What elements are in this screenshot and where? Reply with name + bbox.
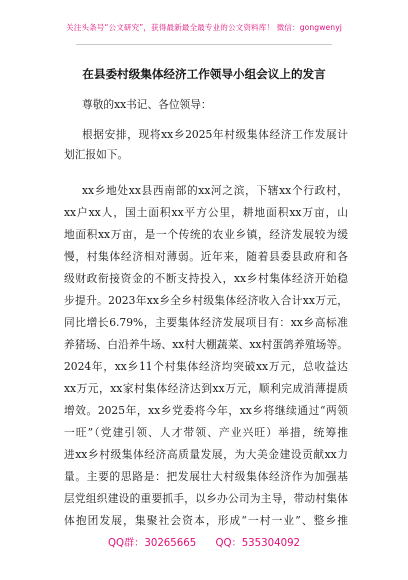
paragraph-line: xx乡地处xx县西南部的xx河之滨，下辖xx个行政村， [82,184,348,197]
document-title: 在县委村级集体经济工作领导小组会议上的发言 [82,67,326,81]
header-banner: 关注头条号“公文研究”，获得最新最全最专业的公文资料库！ 微信：gongwenyj [66,23,342,32]
paragraph-line: 步提升。2023年xx乡全乡村级集体经济收入合计xx万元， [64,294,348,307]
paragraph-line: 同比增长6.79%，主要集体经济发展项目有：xx乡高标准 [64,316,348,329]
paragraph-line: xx万元，xx家村集体经济达到xx万元，顺利完成消薄提质 [64,382,348,395]
paragraph-line: 体抱团发展，集聚社会资本，形成“一村一业”、整乡推 [64,514,348,527]
paragraph-line: 划汇报如下。 [64,148,129,161]
paragraph-line: 地面积xx万亩，是一个传统的农业乡镇，经济发展较为缓 [64,228,348,241]
paragraph-line: 层党组织建设的重要抓手，以乡办公司为主导，带动村集体 [64,492,348,505]
footer-contact [0,534,408,549]
paragraph-line: 增效。2025年，xx乡党委将今年，xx乡将继续通过“两领 [64,404,348,417]
header-divider [76,44,332,45]
footer-qq-group: QQ群：30265665 [107,538,197,549]
footer-qq: QQ：535304092 [215,538,301,549]
paragraph-line: 进xx乡村级集体经济高质量发展，为大美金建设贡献xx力 [64,448,348,461]
paragraph-line: 级财政衔接资金的不断支持投入，xx乡村集体经济开始稳 [64,272,348,285]
paragraph-line: 慢，村集体经济相对薄弱。近年来，随着县委县政府和各 [64,250,348,263]
paragraph-line: 养猪场、白沿养牛场、xx村大棚蔬菜、xx村蛋鸽养殖场等。 [64,338,348,351]
greeting: 尊敬的xx书记、各位领导： [82,98,212,111]
paragraph-line: 2024年，xx乡11个村集体经济均突破xx万元，总收益达 [64,360,348,373]
paragraph-line: xx户xx人，国土面积xx平方公里，耕地面积xx万亩，山 [64,206,348,219]
paragraph-line: 根据安排，现将xx乡2025年村级集体经济工作发展计 [82,128,348,141]
paragraph-line: 量。主要的思路是：把发展壮大村级集体经济作为加强基 [64,470,348,483]
paragraph-line: 一旺”（党建引领、人才带领、产业兴旺）举措，统筹推 [64,426,348,439]
